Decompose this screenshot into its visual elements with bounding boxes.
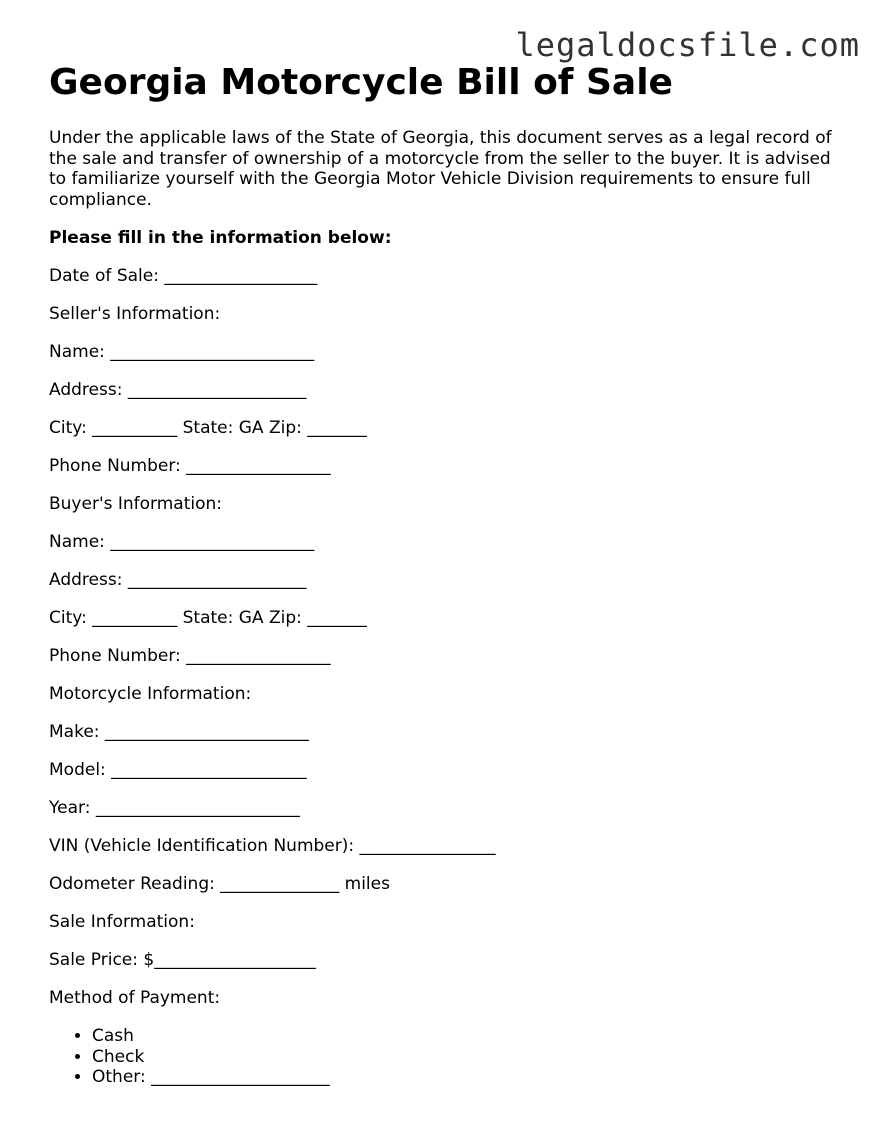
make-field[interactable]: Make: ________________________ — [49, 722, 309, 742]
payment-option-other[interactable]: • Other: _____________________ — [92, 1067, 330, 1088]
seller-name-field[interactable]: Name: ________________________ — [49, 342, 315, 362]
vin-field[interactable]: VIN (Vehicle Identification Number): ________________ — [49, 836, 496, 856]
seller-address-field[interactable]: Address: _____________________ — [49, 380, 307, 400]
seller-phone-field[interactable]: Phone Number: _________________ — [49, 456, 331, 476]
date-of-sale-field[interactable]: Date of Sale: __________________ — [49, 266, 318, 286]
sale-price-field[interactable]: Sale Price: $___________________ — [49, 950, 316, 970]
fill-prompt: Please fill in the information below: — [49, 228, 392, 248]
seller-heading: Seller's Information: — [49, 304, 221, 324]
document-title: Georgia Motorcycle Bill of Sale — [49, 62, 673, 103]
year-field[interactable]: Year: ________________________ — [49, 798, 300, 818]
seller-city-state-zip-field[interactable]: City: __________ State: GA Zip: _______ — [49, 418, 367, 438]
payment-option-check[interactable]: • Check — [92, 1047, 330, 1068]
payment-options-list — [49, 1026, 330, 1088]
motorcycle-heading: Motorcycle Information: — [49, 684, 252, 704]
buyer-name-field[interactable]: Name: ________________________ — [49, 532, 315, 552]
payment-option-cash[interactable]: • Cash — [92, 1026, 330, 1047]
watermark: legaldocsfile.com — [515, 26, 860, 64]
intro-paragraph: Under the applicable laws of the State of Georgia, this document serves as a legal record of the sale and transfer of ownership of a motorcycle from the seller to the buyer. It is advised to familiarize yourself with the Georgia Motor Vehicle Division requirements to ensure full compliance. — [49, 128, 832, 211]
buyer-city-state-zip-field[interactable]: City: __________ State: GA Zip: _______ — [49, 608, 367, 628]
buyer-heading: Buyer's Information: — [49, 494, 223, 514]
odometer-field[interactable]: Odometer Reading: ______________ miles — [49, 874, 390, 894]
buyer-address-field[interactable]: Address: _____________________ — [49, 570, 307, 590]
sale-heading: Sale Information: — [49, 912, 195, 932]
buyer-phone-field[interactable]: Phone Number: _________________ — [49, 646, 331, 666]
model-field[interactable]: Model: _______________________ — [49, 760, 307, 780]
payment-heading: Method of Payment: — [49, 988, 221, 1008]
